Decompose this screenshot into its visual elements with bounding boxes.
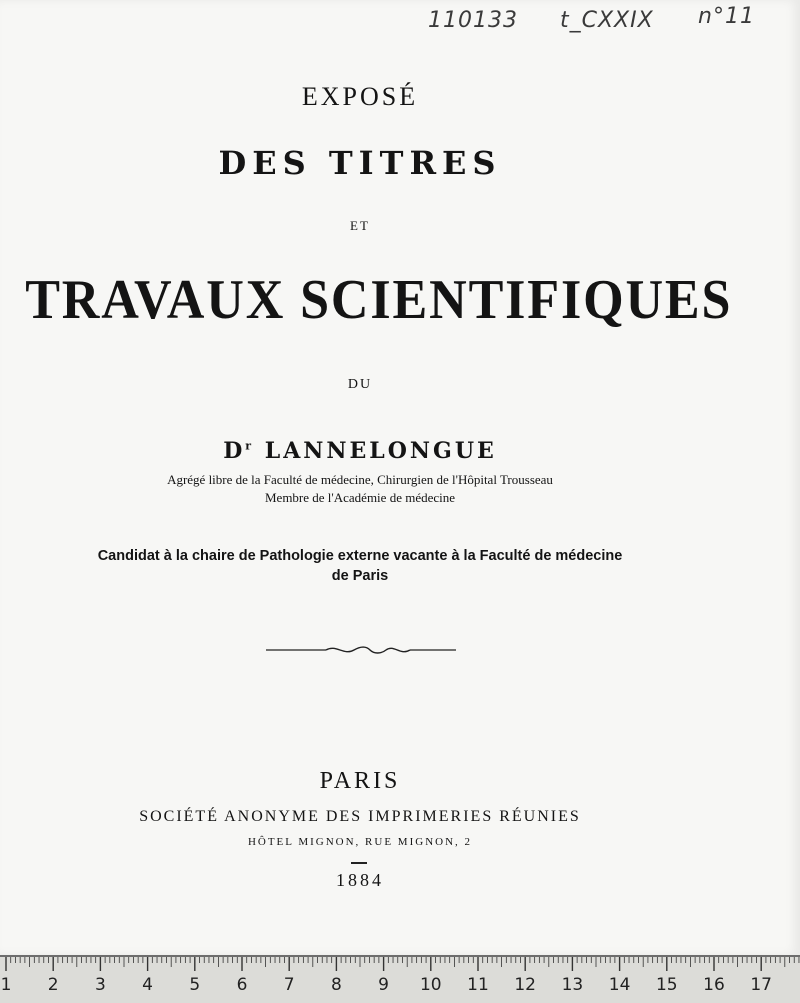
measuring-ruler <box>0 955 800 1003</box>
author-surname: LANNELONGUE <box>264 438 497 464</box>
title-line-travaux: TRAVAUX SCIENTIFIQUES <box>25 269 733 331</box>
title-line-et: ET <box>350 218 370 233</box>
ruler-number: 9 <box>378 975 389 995</box>
ruler-number: 13 <box>561 975 584 995</box>
author-name <box>0 438 720 464</box>
imprint-publisher: SOCIÉTÉ ANONYME DES IMPRIMERIES RÉUNIES <box>139 808 581 825</box>
ruler-number: 2 <box>47 975 59 995</box>
ornament-divider <box>266 643 456 662</box>
ruler-number: 6 <box>236 975 248 995</box>
ruler-number: 15 <box>655 975 678 995</box>
handwritten-series: t_CXXIX <box>560 8 654 33</box>
ruler-number: 11 <box>467 975 489 995</box>
ruler-number: 10 <box>419 975 442 995</box>
imprint-dash <box>351 862 367 864</box>
handwritten-number: n°11 <box>698 4 755 29</box>
title-line-des-titres: DES TITRES <box>218 144 502 182</box>
ruler-number: 4 <box>142 975 153 995</box>
handwritten-catalog-number: 110133 <box>428 8 518 33</box>
candidacy-line: Candidat à la chaire de Pathologie externe vacante à la Faculté de médecine <box>97 548 623 564</box>
ruler-number: 5 <box>189 975 201 995</box>
author-prefix: D <box>223 438 246 464</box>
imprint-year: 1884 <box>336 870 384 890</box>
title-line-expose: EXPOSÉ <box>301 82 419 111</box>
title-line-du: DU <box>347 377 373 392</box>
ruler-number: 16 <box>703 975 725 995</box>
author-membership: Membre de l'Académie de médecine <box>264 490 456 505</box>
ruler-number: 12 <box>514 975 536 995</box>
ruler-number: 7 <box>283 975 295 995</box>
author-affiliation: Agrégé libre de la Faculté de médecine, Chirurgien de l'Hôpital Trousseau <box>167 472 553 487</box>
ruler-number: 14 <box>608 975 631 995</box>
ruler-number: 8 <box>330 975 342 995</box>
ruler-number: 17 <box>750 975 772 995</box>
imprint-address: HÔTEL MIGNON, RUE MIGNON, 2 <box>247 836 473 848</box>
candidacy-line-2: de Paris <box>331 568 389 584</box>
ruler-number: 1 <box>0 975 12 995</box>
ruler-number: 3 <box>94 975 106 995</box>
author-prefix-sup: r <box>245 439 255 453</box>
imprint-city: PARIS <box>319 768 401 794</box>
